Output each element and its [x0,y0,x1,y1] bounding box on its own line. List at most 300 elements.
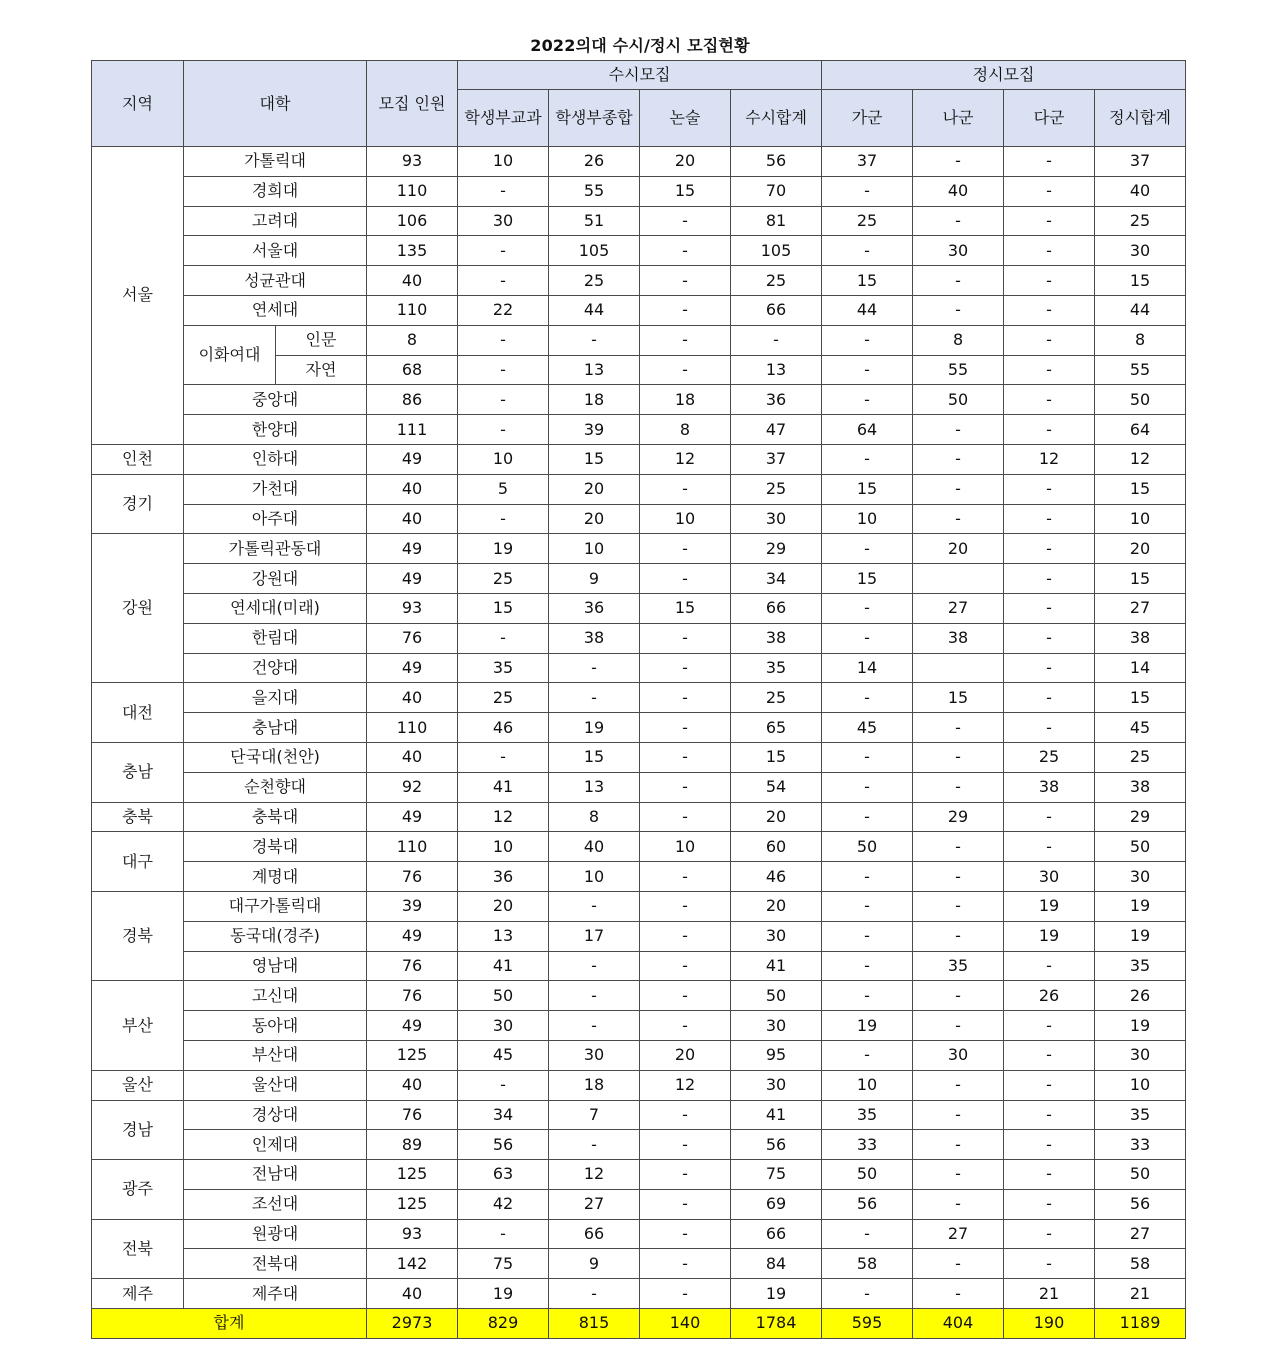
value-cell: - [640,1100,731,1130]
value-cell: - [458,355,549,385]
value-cell: 30 [731,1070,822,1100]
value-cell: 8 [1095,325,1186,355]
value-cell: 13 [458,921,549,951]
university-cell: 이화여대 [184,325,276,385]
value-cell: 12 [640,444,731,474]
value-cell: 26 [549,147,640,177]
value-cell: - [913,891,1004,921]
susi-col-header: 논술 [640,90,731,147]
value-cell: 40 [549,832,640,862]
value-cell: - [822,891,913,921]
value-cell: 55 [1095,355,1186,385]
value-cell: 36 [549,593,640,623]
value-cell: 84 [731,1249,822,1279]
value-cell: - [640,266,731,296]
value-cell: 12 [549,1160,640,1190]
value-cell: 86 [367,385,458,415]
value-cell: - [640,981,731,1011]
value-cell: 66 [731,593,822,623]
value-cell: 27 [913,1219,1004,1249]
university-cell: 전남대 [184,1160,367,1190]
value-cell: 21 [1095,1279,1186,1309]
jeongsi-col-header: 가군 [822,90,913,147]
value-cell: 9 [549,1249,640,1279]
value-cell: 25 [1095,742,1186,772]
value-cell: 45 [1095,713,1186,743]
value-cell: 8 [549,802,640,832]
value-cell: 110 [367,713,458,743]
value-cell: 50 [1095,832,1186,862]
value-cell: 66 [731,1219,822,1249]
value-cell: - [913,742,1004,772]
value-cell: 50 [1095,385,1186,415]
value-cell: - [458,176,549,206]
table-header [92,61,1277,147]
table-row [92,266,1277,296]
value-cell: - [1004,385,1095,415]
value-cell: 27 [1095,593,1186,623]
value-cell: - [913,713,1004,743]
value-cell: 49 [367,921,458,951]
value-cell: 36 [458,862,549,892]
value-cell: 76 [367,862,458,892]
value-cell: 35 [731,653,822,683]
value-cell: 50 [822,1160,913,1190]
value-cell: 41 [458,772,549,802]
value-cell: - [913,1130,1004,1160]
value-cell: 22 [458,295,549,325]
region-cell: 대전 [92,683,184,743]
value-cell: 19 [1095,891,1186,921]
university-cell: 동국대(경주) [184,921,367,951]
value-cell: 92 [367,772,458,802]
university-cell: 인하대 [184,444,367,474]
value-cell: 93 [367,1219,458,1249]
value-cell: - [822,921,913,951]
value-cell: 29 [913,802,1004,832]
table-row [92,1130,1277,1160]
value-cell: - [1004,593,1095,623]
value-cell: - [640,683,731,713]
value-cell: 35 [913,951,1004,981]
table-row [92,1189,1277,1219]
value-cell: - [822,981,913,1011]
region-cell: 대구 [92,832,184,892]
value-cell: 5 [458,474,549,504]
value-cell: - [458,504,549,534]
value-cell: 76 [367,1100,458,1130]
table-row [92,504,1277,534]
value-cell: - [549,951,640,981]
value-cell: 66 [549,1219,640,1249]
region-cell: 제주 [92,1279,184,1309]
value-cell: 12 [640,1070,731,1100]
university-cell: 가톨릭관동대 [184,534,367,564]
value-cell: 58 [1095,1249,1186,1279]
university-cell: 제주대 [184,1279,367,1309]
value-cell: 40 [367,504,458,534]
university-cell: 경희대 [184,176,367,206]
value-cell: 20 [731,891,822,921]
jeongsi-group-header: 정시모집 [822,61,1186,90]
value-cell: 49 [367,444,458,474]
value-cell [913,564,1004,594]
table-row [92,772,1277,802]
value-cell: 40 [367,742,458,772]
value-cell: 34 [731,564,822,594]
value-cell: 27 [1095,1219,1186,1249]
value-cell: - [822,623,913,653]
susi-col-header: 학생부종합 [549,90,640,147]
table-row [92,206,1277,236]
value-cell: - [822,1040,913,1070]
value-cell [913,653,1004,683]
value-cell: 50 [822,832,913,862]
value-cell: 81 [731,206,822,236]
value-cell: - [458,1219,549,1249]
value-cell: 10 [458,444,549,474]
total-value-cell: 1189 [1095,1309,1186,1339]
value-cell: - [640,236,731,266]
university-cell: 중앙대 [184,385,367,415]
value-cell: - [822,862,913,892]
value-cell: 65 [731,713,822,743]
value-cell: 58 [822,1249,913,1279]
value-cell: 20 [731,802,822,832]
university-cell: 고신대 [184,981,367,1011]
value-cell: - [640,1219,731,1249]
table-row [92,236,1277,266]
region-cell: 충북 [92,802,184,832]
university-cell: 서울대 [184,236,367,266]
value-cell: 18 [549,385,640,415]
value-cell: 30 [1004,862,1095,892]
table-row [92,1011,1277,1041]
table-row [92,1040,1277,1070]
value-cell: - [1004,832,1095,862]
value-cell: 49 [367,802,458,832]
table-row [92,1160,1277,1190]
university-header: 대학 [184,61,367,147]
table-row [92,474,1277,504]
value-cell: - [549,1130,640,1160]
value-cell: - [458,623,549,653]
quota-header: 모집 인원 [367,61,458,147]
university-cell: 충남대 [184,713,367,743]
value-cell: 15 [458,593,549,623]
value-cell: 44 [822,295,913,325]
value-cell: - [640,325,731,355]
value-cell: - [913,1100,1004,1130]
table-row [92,385,1277,415]
value-cell: 30 [913,236,1004,266]
value-cell: 64 [822,415,913,445]
value-cell: 27 [913,593,1004,623]
value-cell: - [1004,295,1095,325]
value-cell: 35 [458,653,549,683]
value-cell: 38 [731,623,822,653]
value-cell: - [1004,325,1095,355]
value-cell: 8 [367,325,458,355]
value-cell: 75 [731,1160,822,1190]
university-cell: 조선대 [184,1189,367,1219]
university-cell: 경북대 [184,832,367,862]
value-cell: - [1004,1011,1095,1041]
value-cell: 64 [1095,415,1186,445]
value-cell: 54 [731,772,822,802]
value-cell: - [1004,1100,1095,1130]
value-cell: 30 [913,1040,1004,1070]
value-cell: - [1004,1249,1095,1279]
value-cell: - [458,266,549,296]
value-cell: 30 [731,1011,822,1041]
value-cell: - [1004,713,1095,743]
value-cell: - [640,1189,731,1219]
value-cell: 55 [549,176,640,206]
value-cell: - [640,1249,731,1279]
value-cell: 26 [1095,981,1186,1011]
value-cell: 20 [913,534,1004,564]
value-cell: 19 [458,534,549,564]
table-row [92,891,1277,921]
value-cell: - [822,683,913,713]
total-value-cell: 2973 [367,1309,458,1339]
jeongsi-col-header: 정시합계 [1095,90,1186,147]
track-cell: 자연 [276,355,367,385]
value-cell: - [458,385,549,415]
value-cell: - [822,593,913,623]
value-cell: 10 [640,504,731,534]
value-cell: 25 [458,683,549,713]
value-cell: 63 [458,1160,549,1190]
value-cell: - [822,385,913,415]
region-cell: 광주 [92,1160,184,1220]
value-cell: - [1004,415,1095,445]
value-cell: - [640,295,731,325]
value-cell: 40 [367,1070,458,1100]
value-cell: 10 [822,504,913,534]
value-cell: 76 [367,623,458,653]
value-cell: - [640,891,731,921]
value-cell: 93 [367,593,458,623]
value-cell: - [640,1160,731,1190]
value-cell: - [640,951,731,981]
value-cell: 30 [1095,1040,1186,1070]
value-cell: - [913,832,1004,862]
value-cell: - [1004,206,1095,236]
value-cell: 15 [1095,564,1186,594]
value-cell: - [640,534,731,564]
total-value-cell: 140 [640,1309,731,1339]
value-cell: - [822,742,913,772]
susi-col-header: 수시합계 [731,90,822,147]
university-cell: 계명대 [184,862,367,892]
value-cell: 15 [549,742,640,772]
value-cell: 49 [367,564,458,594]
table-title: 2022의대 수시/정시 모집현황 [530,36,750,55]
value-cell: - [1004,683,1095,713]
value-cell: 93 [367,147,458,177]
university-cell: 고려대 [184,206,367,236]
value-cell: 30 [458,206,549,236]
value-cell: 55 [913,355,1004,385]
value-cell: 15 [822,266,913,296]
value-cell: - [1004,147,1095,177]
table-row [92,295,1277,325]
value-cell: - [640,772,731,802]
value-cell: - [913,1160,1004,1190]
value-cell: 19 [549,713,640,743]
university-cell: 대구가톨릭대 [184,891,367,921]
value-cell: - [1004,564,1095,594]
university-cell: 연세대(미래) [184,593,367,623]
region-cell: 울산 [92,1070,184,1100]
value-cell: - [1004,266,1095,296]
value-cell: - [822,444,913,474]
table-row [92,742,1277,772]
value-cell: 25 [1004,742,1095,772]
university-cell: 단국대(천안) [184,742,367,772]
admissions-table [91,60,1277,1339]
value-cell: 95 [731,1040,822,1070]
value-cell: - [640,1011,731,1041]
value-cell: 39 [549,415,640,445]
value-cell: - [1004,1130,1095,1160]
value-cell: 68 [367,355,458,385]
university-cell: 충북대 [184,802,367,832]
university-cell: 인제대 [184,1130,367,1160]
value-cell: 76 [367,951,458,981]
value-cell: 15 [1095,683,1186,713]
value-cell: - [640,474,731,504]
value-cell: 19 [1095,921,1186,951]
table-row [92,444,1277,474]
university-cell: 아주대 [184,504,367,534]
region-cell: 부산 [92,981,184,1070]
table-row [92,147,1277,177]
value-cell: 46 [458,713,549,743]
value-cell: 66 [731,295,822,325]
value-cell: 38 [913,623,1004,653]
value-cell: 38 [549,623,640,653]
value-cell: - [822,325,913,355]
table-row [92,325,1277,355]
value-cell: 29 [1095,802,1186,832]
value-cell: - [549,981,640,1011]
value-cell: - [640,564,731,594]
value-cell: 27 [549,1189,640,1219]
value-cell: 125 [367,1160,458,1190]
value-cell: - [640,1279,731,1309]
value-cell: - [640,713,731,743]
total-label-cell: 합계 [92,1309,367,1339]
university-cell: 부산대 [184,1040,367,1070]
value-cell: - [822,1219,913,1249]
value-cell: 15 [731,742,822,772]
total-value-cell: 190 [1004,1309,1095,1339]
value-cell: 105 [731,236,822,266]
value-cell: 125 [367,1189,458,1219]
university-cell: 강원대 [184,564,367,594]
value-cell: - [1004,534,1095,564]
total-row [92,1309,1277,1339]
susi-group-header: 수시모집 [458,61,822,90]
value-cell: - [640,742,731,772]
value-cell: 25 [731,683,822,713]
value-cell: 49 [367,534,458,564]
university-cell: 한림대 [184,623,367,653]
university-cell: 건양대 [184,653,367,683]
susi-col-header: 학생부교과 [458,90,549,147]
table-body [92,147,1277,1339]
value-cell: 38 [1004,772,1095,802]
value-cell: - [913,415,1004,445]
value-cell: - [913,444,1004,474]
value-cell: - [822,176,913,206]
value-cell: 19 [731,1279,822,1309]
value-cell: 33 [822,1130,913,1160]
value-cell: 76 [367,981,458,1011]
university-cell: 한양대 [184,415,367,445]
total-value-cell: 815 [549,1309,640,1339]
value-cell: - [913,266,1004,296]
value-cell: - [640,355,731,385]
value-cell: 110 [367,832,458,862]
value-cell: 135 [367,236,458,266]
value-cell: 12 [1004,444,1095,474]
table-row [92,564,1277,594]
value-cell: 56 [731,147,822,177]
value-cell: 89 [367,1130,458,1160]
value-cell: 38 [1095,623,1186,653]
value-cell: - [822,355,913,385]
value-cell: 8 [640,415,731,445]
value-cell: 10 [1095,504,1186,534]
value-cell: 14 [822,653,913,683]
value-cell: - [822,534,913,564]
value-cell: - [1004,653,1095,683]
region-cell: 충남 [92,742,184,802]
value-cell: 50 [458,981,549,1011]
table-row [92,1070,1277,1100]
value-cell: 36 [731,385,822,415]
value-cell: 40 [367,683,458,713]
value-cell: 45 [822,713,913,743]
table-row [92,832,1277,862]
value-cell: - [640,862,731,892]
value-cell: - [458,1070,549,1100]
table-row [92,623,1277,653]
value-cell: 12 [1095,444,1186,474]
value-cell: 37 [822,147,913,177]
table-row [92,921,1277,951]
value-cell: - [913,862,1004,892]
value-cell: 33 [1095,1130,1186,1160]
value-cell: 49 [367,1011,458,1041]
value-cell: 47 [731,415,822,445]
value-cell: 25 [458,564,549,594]
value-cell: 40 [1095,176,1186,206]
region-cell: 강원 [92,534,184,683]
value-cell: 40 [913,176,1004,206]
value-cell: 30 [1095,862,1186,892]
value-cell: 10 [640,832,731,862]
value-cell: 35 [1095,951,1186,981]
value-cell: 56 [731,1130,822,1160]
university-cell: 을지대 [184,683,367,713]
university-cell: 성균관대 [184,266,367,296]
value-cell: 21 [1004,1279,1095,1309]
